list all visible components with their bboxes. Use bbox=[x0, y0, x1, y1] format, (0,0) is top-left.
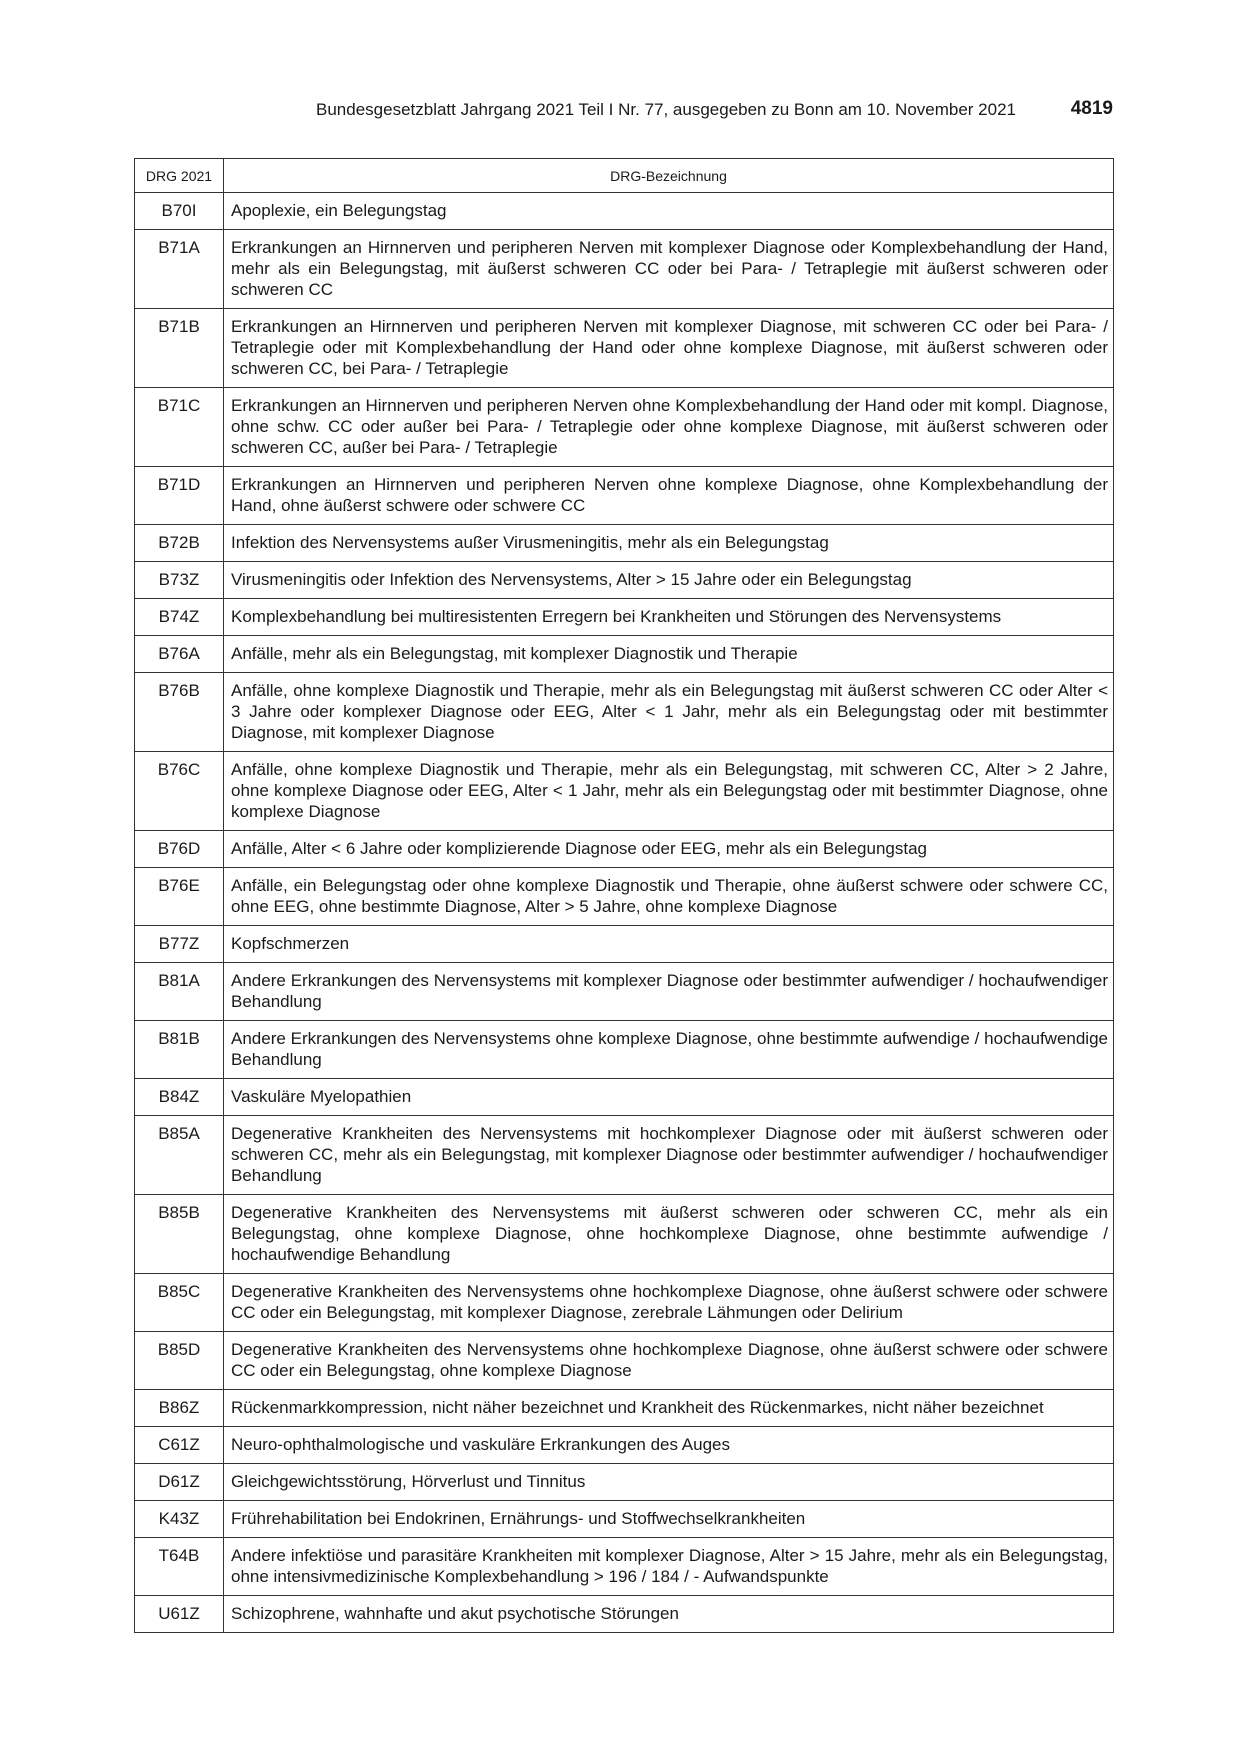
drg-description-cell: Andere Erkrankungen des Nervensystems mit komplexer Diagnose oder bestimmter aufwendiger / hochaufwendiger Behandlung bbox=[224, 963, 1114, 1021]
drg-description-cell: Vaskuläre Myelopathien bbox=[224, 1079, 1114, 1116]
drg-code-cell: B76B bbox=[135, 673, 224, 752]
table-row bbox=[135, 1427, 1114, 1464]
column-header-drg-code: DRG 2021 bbox=[135, 159, 224, 193]
table-row bbox=[135, 230, 1114, 309]
drg-code-cell: B71C bbox=[135, 388, 224, 467]
table-body bbox=[135, 193, 1114, 1633]
table-row bbox=[135, 525, 1114, 562]
table-row bbox=[135, 562, 1114, 599]
drg-description-cell: Degenerative Krankheiten des Nervensystems mit äußerst schweren oder schweren CC, mehr als ein Belegungstag, ohne komplexe Diagnose, ohne hochkomplexe Diagnose, ohne bestimmte aufwendige / hochaufwendige Behandlung bbox=[224, 1195, 1114, 1274]
drg-code-cell: K43Z bbox=[135, 1501, 224, 1538]
drg-description-cell: Andere Erkrankungen des Nervensystems ohne komplexe Diagnose, ohne bestimmte aufwendige / hochaufwendige Behandlung bbox=[224, 1021, 1114, 1079]
table-row bbox=[135, 673, 1114, 752]
drg-code-cell: B76A bbox=[135, 636, 224, 673]
table-row bbox=[135, 831, 1114, 868]
drg-code-cell: B81B bbox=[135, 1021, 224, 1079]
table-row bbox=[135, 1390, 1114, 1427]
table-header-row bbox=[135, 159, 1114, 193]
drg-description-cell: Frührehabilitation bei Endokrinen, Ernährungs- und Stoffwechselkrankheiten bbox=[224, 1501, 1114, 1538]
drg-code-cell: B85D bbox=[135, 1332, 224, 1390]
drg-code-cell: D61Z bbox=[135, 1464, 224, 1501]
drg-description-cell: Anfälle, mehr als ein Belegungstag, mit komplexer Diagnostik und Therapie bbox=[224, 636, 1114, 673]
drg-code-cell: B71B bbox=[135, 309, 224, 388]
drg-description-cell: Erkrankungen an Hirnnerven und peripheren Nerven mit komplexer Diagnose oder Komplexbehandlung der Hand, mehr als ein Belegungstag, mit äußerst schweren CC oder bei Para- / Tetraplegie mit äußerst schweren oder schweren CC bbox=[224, 230, 1114, 309]
drg-description-cell: Andere infektiöse und parasitäre Krankheiten mit komplexer Diagnose, Alter > 15 Jahre, mehr als ein Belegungstag, ohne intensivmedizinische Komplexbehandlung > 196 / 184 / - Aufwandspunkte bbox=[224, 1538, 1114, 1596]
drg-code-cell: B81A bbox=[135, 963, 224, 1021]
drg-description-cell: Kopfschmerzen bbox=[224, 926, 1114, 963]
table-row bbox=[135, 309, 1114, 388]
table-row bbox=[135, 1079, 1114, 1116]
drg-description-cell: Degenerative Krankheiten des Nervensystems mit hochkomplexer Diagnose oder mit äußerst schweren oder schweren CC, mehr als ein Belegungstag, mit komplexer Diagnose oder bestimmter aufwendiger / hochaufwendiger Behandlung bbox=[224, 1116, 1114, 1195]
table-row bbox=[135, 1274, 1114, 1332]
drg-description-cell: Erkrankungen an Hirnnerven und peripheren Nerven mit komplexer Diagnose, mit schweren CC oder bei Para- / Tetraplegie oder mit Komplexbehandlung der Hand oder ohne komplexe Diagnose, mit äußerst schweren oder schweren CC, bei Para- / Tetraplegie bbox=[224, 309, 1114, 388]
table-row bbox=[135, 1332, 1114, 1390]
table-row bbox=[135, 1538, 1114, 1596]
drg-code-cell: B86Z bbox=[135, 1390, 224, 1427]
drg-description-cell: Apoplexie, ein Belegungstag bbox=[224, 193, 1114, 230]
drg-code-cell: B77Z bbox=[135, 926, 224, 963]
drg-description-cell: Komplexbehandlung bei multiresistenten Erregern bei Krankheiten und Störungen des Nervensystems bbox=[224, 599, 1114, 636]
drg-code-cell: B71A bbox=[135, 230, 224, 309]
page-number: 4819 bbox=[1070, 98, 1113, 119]
drg-description-cell: Degenerative Krankheiten des Nervensystems ohne hochkomplexe Diagnose, ohne äußerst schwere oder schwere CC oder ein Belegungstag, mit komplexer Diagnose, zerebrale Lähmungen oder Delirium bbox=[224, 1274, 1114, 1332]
table-row bbox=[135, 752, 1114, 831]
drg-description-cell: Anfälle, Alter < 6 Jahre oder komplizierende Diagnose oder EEG, mehr als ein Belegungstag bbox=[224, 831, 1114, 868]
drg-code-cell: B85C bbox=[135, 1274, 224, 1332]
drg-code-cell: B76E bbox=[135, 868, 224, 926]
drg-code-cell: B71D bbox=[135, 467, 224, 525]
table-row bbox=[135, 868, 1114, 926]
table-row bbox=[135, 1596, 1114, 1633]
drg-description-cell: Neuro-ophthalmologische und vaskuläre Erkrankungen des Auges bbox=[224, 1427, 1114, 1464]
drg-description-cell: Erkrankungen an Hirnnerven und peripheren Nerven ohne Komplexbehandlung der Hand oder mit kompl. Diagnose, ohne schw. CC oder außer bei Para- / Tetraplegie oder ohne komplexe Diagnose, mit äußerst schweren oder schweren CC, außer bei Para- / Tetraplegie bbox=[224, 388, 1114, 467]
column-header-drg-description: DRG-Bezeichnung bbox=[224, 159, 1114, 193]
drg-code-cell: B72B bbox=[135, 525, 224, 562]
page-header bbox=[134, 100, 1113, 124]
table-row bbox=[135, 467, 1114, 525]
drg-description-cell: Anfälle, ein Belegungstag oder ohne komplexe Diagnostik und Therapie, ohne äußerst schwere oder schwere CC, ohne EEG, ohne bestimmte Diagnose, Alter > 5 Jahre, ohne komplexe Diagnose bbox=[224, 868, 1114, 926]
drg-code-cell: C61Z bbox=[135, 1427, 224, 1464]
drg-description-cell: Erkrankungen an Hirnnerven und peripheren Nerven ohne komplexe Diagnose, ohne Komplexbehandlung der Hand, ohne äußerst schwere oder schwere CC bbox=[224, 467, 1114, 525]
drg-code-cell: B76D bbox=[135, 831, 224, 868]
drg-description-cell: Gleichgewichtsstörung, Hörverlust und Tinnitus bbox=[224, 1464, 1114, 1501]
drg-description-cell: Anfälle, ohne komplexe Diagnostik und Therapie, mehr als ein Belegungstag, mit schweren CC, Alter > 2 Jahre, ohne komplexe Diagnose oder EEG, Alter < 1 Jahr, mehr als ein Belegungstag oder mit bestimmter Diagnose, ohne komplexe Diagnose bbox=[224, 752, 1114, 831]
table-row bbox=[135, 1464, 1114, 1501]
table-row bbox=[135, 636, 1114, 673]
drg-description-cell: Infektion des Nervensystems außer Virusmeningitis, mehr als ein Belegungstag bbox=[224, 525, 1114, 562]
table-row bbox=[135, 926, 1114, 963]
table-row bbox=[135, 1195, 1114, 1274]
table-row bbox=[135, 963, 1114, 1021]
table-row bbox=[135, 599, 1114, 636]
drg-code-cell: B73Z bbox=[135, 562, 224, 599]
drg-code-cell: B70I bbox=[135, 193, 224, 230]
drg-description-cell: Rückenmarkkompression, nicht näher bezeichnet und Krankheit des Rückenmarkes, nicht näher bezeichnet bbox=[224, 1390, 1114, 1427]
drg-description-cell: Degenerative Krankheiten des Nervensystems ohne hochkomplexe Diagnose, ohne äußerst schwere oder schwere CC oder ein Belegungstag, ohne komplexe Diagnose bbox=[224, 1332, 1114, 1390]
drg-code-cell: B84Z bbox=[135, 1079, 224, 1116]
drg-code-cell: B76C bbox=[135, 752, 224, 831]
table-row bbox=[135, 1021, 1114, 1079]
drg-code-cell: B85A bbox=[135, 1116, 224, 1195]
drg-description-cell: Schizophrene, wahnhafte und akut psychotische Störungen bbox=[224, 1596, 1114, 1633]
drg-code-cell: U61Z bbox=[135, 1596, 224, 1633]
drg-code-cell: B74Z bbox=[135, 599, 224, 636]
table-row bbox=[135, 388, 1114, 467]
gazette-header: Bundesgesetzblatt Jahrgang 2021 Teil I Nr. 77, ausgegeben zu Bonn am 10. November 2021 bbox=[316, 100, 1016, 119]
drg-code-cell: B85B bbox=[135, 1195, 224, 1274]
table-row bbox=[135, 1501, 1114, 1538]
table-row bbox=[135, 193, 1114, 230]
drg-code-cell: T64B bbox=[135, 1538, 224, 1596]
drg-description-cell: Virusmeningitis oder Infektion des Nervensystems, Alter > 15 Jahre oder ein Belegungstag bbox=[224, 562, 1114, 599]
drg-description-cell: Anfälle, ohne komplexe Diagnostik und Therapie, mehr als ein Belegungstag mit äußerst schweren CC oder Alter < 3 Jahre oder komplexer Diagnose oder EEG, Alter < 1 Jahr, mehr als ein Belegungstag oder mit bestimmter Diagnose, mit komplexer Diagnose bbox=[224, 673, 1114, 752]
drg-table bbox=[134, 158, 1114, 1633]
table-row bbox=[135, 1116, 1114, 1195]
